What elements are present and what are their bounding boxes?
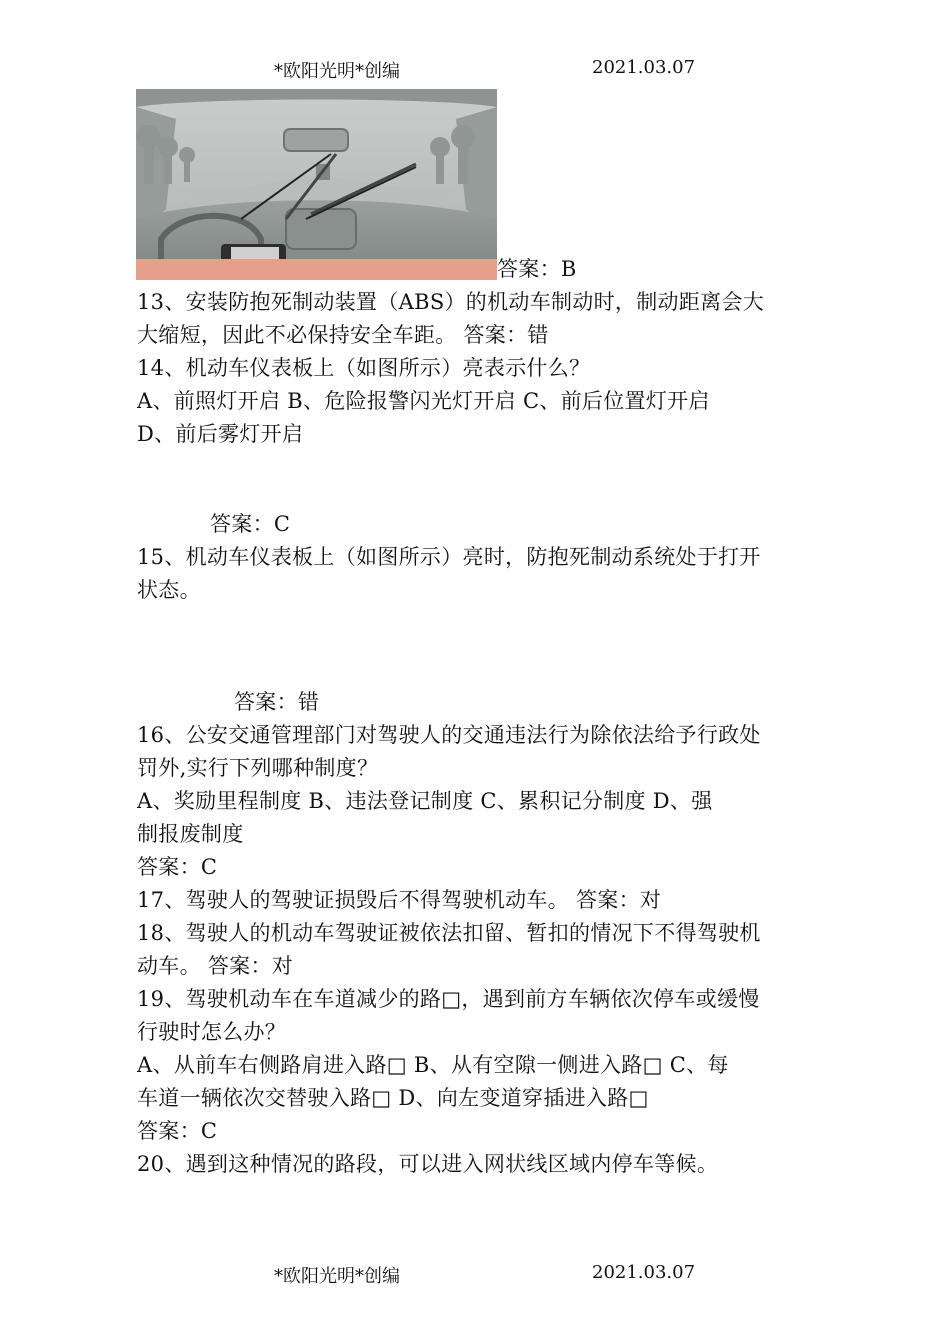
q19-options-line1: A、从前车右侧路肩进入路□ B、从有空隙一侧进入路□ C、每 (137, 1053, 729, 1077)
page-footer (0, 1262, 950, 1292)
q16-options-line1: A、奖励里程制度 B、违法登记制度 C、累积记分制度 D、强 (137, 789, 713, 813)
q14-answer: 答案：C (210, 512, 291, 536)
q15-answer: 答案：错 (234, 690, 320, 714)
q15-line1: 15、机动车仪表板上（如图所示）亮时，防抱死制动系统处于打开 (137, 545, 761, 569)
header-author: *欧阳光明*创编 (274, 61, 400, 82)
q16-line2: 罚外,实行下列哪种制度？ (137, 756, 379, 780)
q16-line1: 16、公安交通管理部门对驾驶人的交通违法行为除依法给予行政处 (137, 723, 761, 747)
q18-line2: 动车。 答案：对 (137, 954, 294, 978)
q19-options-line2: 车道一辆依次交替驶入路□ D、向左变道穿插进入路□ (137, 1086, 649, 1110)
windshield-wiper-photo (136, 89, 497, 280)
footer-author: *欧阳光明*创编 (274, 1266, 400, 1287)
q14-options-line2: D、前后雾灯开启 (137, 422, 304, 446)
q18-line1: 18、驾驶人的机动车驾驶证被依法扣留、暂扣的情况下不得驾驶机 (137, 921, 761, 945)
q16-answer: 答案：C (137, 855, 218, 879)
q16-options-line2: 制报废制度 (137, 822, 244, 846)
q19-answer: 答案：C (137, 1119, 218, 1143)
q19-line1: 19、驾驶机动车在车道减少的路□，遇到前方车辆依次停车或缓慢 (137, 987, 760, 1011)
q15-line2: 状态。 (137, 578, 201, 602)
q14-options-line1: A、前照灯开启 B、危险报警闪光灯开启 C、前后位置灯开启 (137, 389, 710, 413)
header-date: 2021.03.07 (592, 57, 696, 78)
page-header (0, 57, 950, 87)
q12-answer: 答案：B (497, 257, 577, 281)
q13-line1: 13、安装防抱死制动装置（ABS）的机动车制动时，制动距离会大 (137, 290, 765, 314)
q17-line: 17、驾驶人的驾驶证损毁后不得驾驶机动车。 答案：对 (137, 888, 662, 912)
footer-date: 2021.03.07 (592, 1262, 696, 1283)
q13-line2: 大缩短，因此不必保持安全车距。 答案：错 (137, 323, 549, 347)
q20-line: 20、遇到这种情况的路段，可以进入网状线区域内停车等候。 (137, 1152, 719, 1176)
q19-line2: 行驶时怎么办？ (137, 1020, 287, 1044)
q14-question: 14、机动车仪表板上（如图所示）亮表示什么？ (137, 356, 591, 380)
